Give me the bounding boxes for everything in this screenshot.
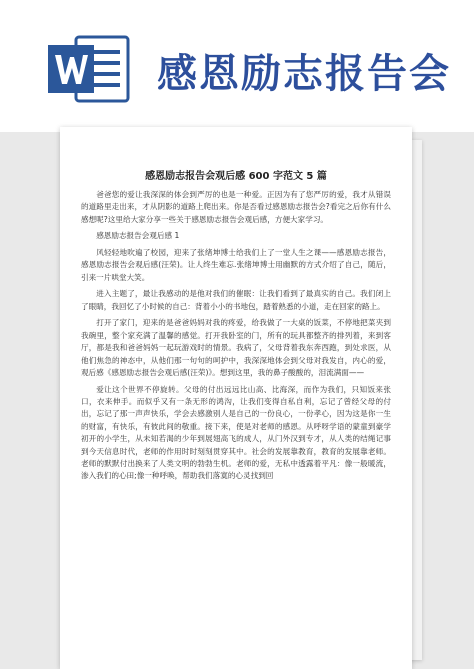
document-page — [60, 127, 412, 669]
paragraph: 爱让这个世界不停旋转。父母的付出远远比山高、比海深，而作为我们，只知饭来张口，衣来伸手。而似乎又有一条无形的鸿沟，让我们变得自私自利，忘记了曾经父母的付出，忘记了那一声声快乐，学会去感激别人是自己的一份良心，一份孝心，因为这是你一生的财富，有快乐，有彼此间的敬重。接下来，使是对老师的感恩。从呼呀学语的蒙童到豪学初开的小学生，从未知若渴的少年到展翅高飞的成人，从门外汉到专才，从人类的结绳记事到今天信息时代，老师的作用时时刻刻贯穿其中。社会的发展靠教育，教育的发展靠老师。老师的默默付出换来了人类文明的勃勃生机。老师的爱，无私中透露着平凡：像一般暖流，渗入我们的心田;像一种呼唤，帮助我们落寞的心灵找到回 — [81, 384, 391, 481]
document-title: 感恩励志报告会观后感 600 字范文 5 篇 — [145, 171, 327, 182]
word-document-icon — [46, 33, 132, 105]
banner — [0, 0, 474, 132]
paragraph: 进入主题了，最让我感动的是他对我们的催眠：让我们看到了最真实的自己。我们闭上了眼睛，我回忆了小时候的自己：背着小小的书地包，踏着熟悉的小道，走在回家的路上。 — [81, 289, 391, 311]
paragraph: 风轻轻地吹遍了校园，迎来了张绪坤博士给我们上了一堂人生之课——感恩励志报告，感恩励志报告会观后感(汪荣)。让人终生难忘.张绪坤博士用幽默的方式介绍了自己，随后，引来一片哄堂大笑。 — [81, 248, 391, 282]
section-heading: 感恩励志报告会观后感 1 — [96, 231, 180, 241]
banner-title: 感恩励志报告会 — [157, 51, 451, 97]
paragraph-intro: 爸爸您的爱让我深深的体会到严厉的也是一种爱。正因为有了您严厉的爱，我才从错误的道路里走出来，才从阴影的道路上爬出来。你是否看过感恩励志报告会?看完之后你有什么感想呢?这里给大家分享一些关于感恩励志报告会观后感，方便大家学习。 — [81, 190, 391, 224]
paragraph: 打开了家门，迎来的是爸爸妈妈对我的疼爱，给我做了一大桌的饭菜，不停地把菜夹到我碗里，整个家充满了温馨的感觉。打开我卧室的门，所有的玩具都整齐的排列着，来到客厅，都是我和爸爸妈妈一起玩游戏时的情景。我病了，父母背着我东奔西跑，到处求医，从他们焦急的神态中，从他们那一句句的呵护中，我深深地体会到父母对我发自，内心的爱，观后感《感恩励志报告会观后感(汪荣)》。想到这里，我的鼻子酸酸的，泪流满面—— — [81, 318, 391, 378]
document-body — [81, 189, 391, 487]
